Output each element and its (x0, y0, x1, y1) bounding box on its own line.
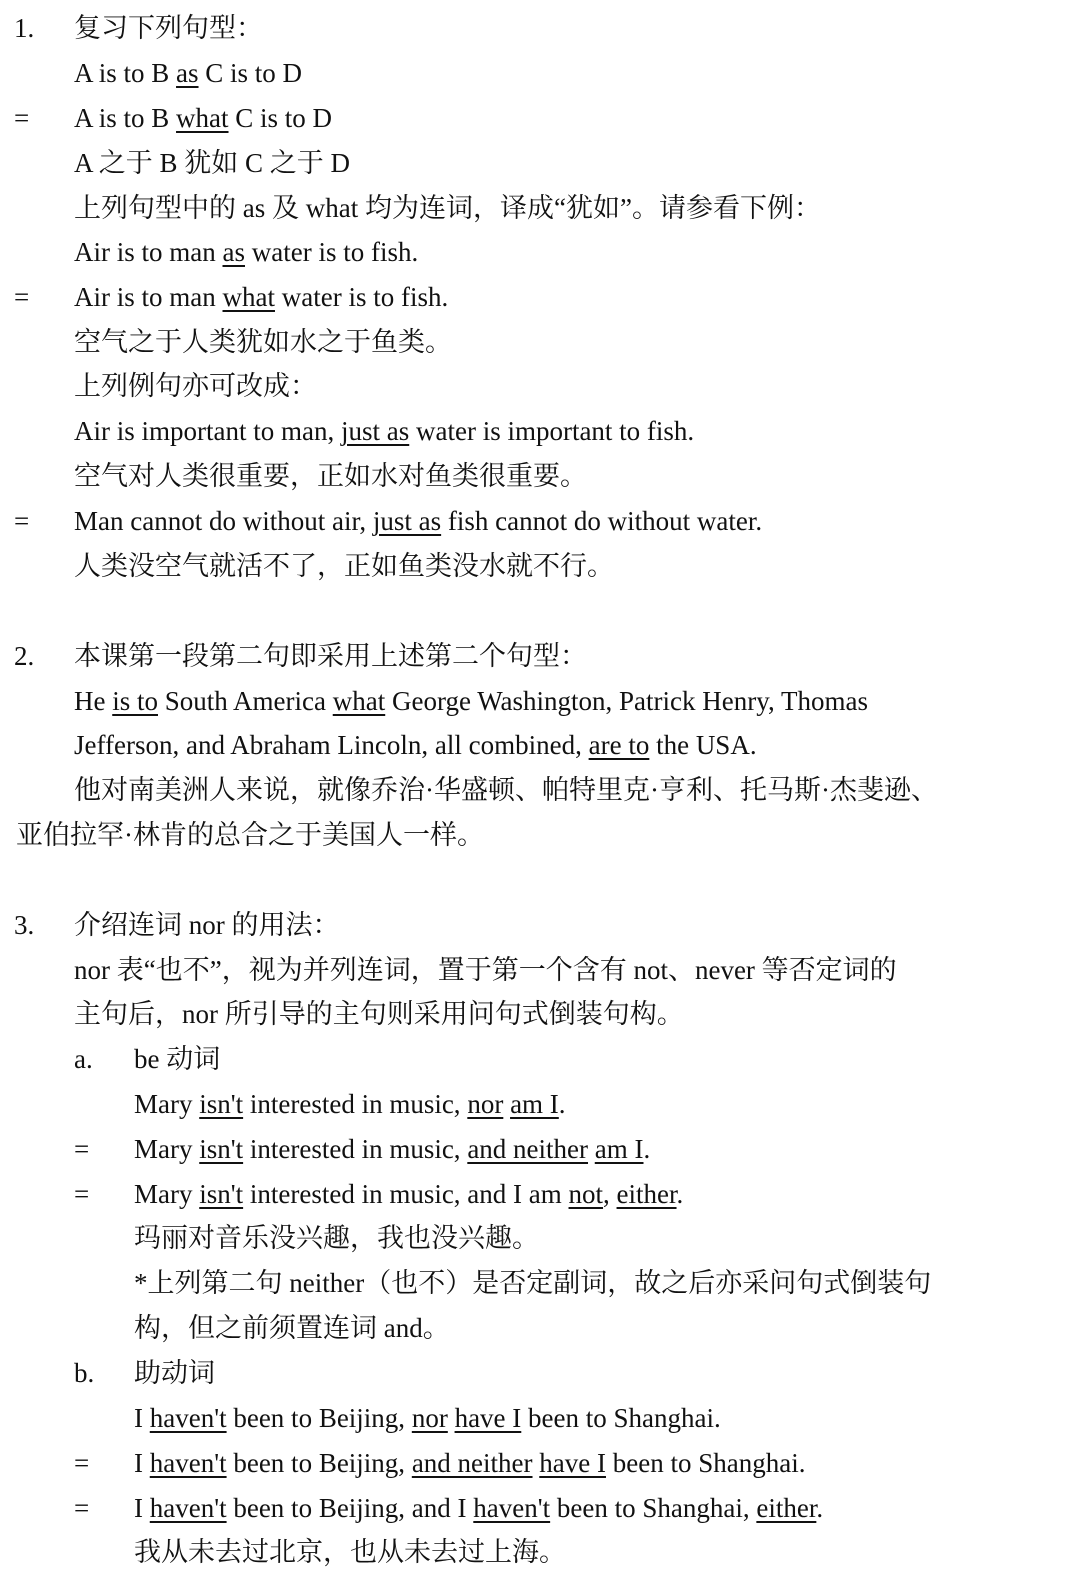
text-line (74, 903, 340, 947)
text-segment: been to Beijing, (226, 1448, 412, 1478)
underlined-phrase: are to (588, 730, 650, 760)
text-segment: water is to fish. (274, 282, 449, 312)
list-marker: = (14, 103, 30, 133)
text-line (74, 768, 938, 812)
text-segment: interested in music, and I am (243, 1179, 569, 1209)
underlined-phrase: either (756, 1493, 817, 1523)
text-segment: Mary (134, 1134, 200, 1164)
text-segment: the USA. (649, 730, 757, 760)
text-segment: been to Shanghai, (550, 1493, 757, 1523)
underlined-phrase: nor (411, 1403, 448, 1433)
text-segment: 人类没空气就活不了，正如鱼类没水就不行。 (74, 551, 614, 581)
text-segment: 我从未去过北京，也从未去过上海。 (134, 1537, 566, 1567)
underlined-phrase: nor (467, 1089, 504, 1119)
text-segment: *上列第二句 neither（也不）是否定副词，故之后亦采问句式倒装句 (134, 1268, 932, 1298)
text-line (74, 275, 448, 319)
text-line (74, 186, 821, 230)
text-segment: 主句后，nor 所引导的主句则采用问句式倒装句构。 (74, 999, 684, 1029)
text-line (74, 679, 868, 723)
text-segment: C is to D (198, 58, 303, 88)
underlined-phrase: am I (510, 1089, 559, 1119)
text-segment: Air is important to man, (74, 416, 341, 446)
text-line (74, 141, 350, 185)
list-marker: = (14, 282, 30, 312)
text-line (74, 499, 762, 543)
text-segment: 复习下列句型： (74, 13, 263, 43)
list-marker: 2. (14, 641, 35, 671)
underlined-phrase: am I (594, 1134, 644, 1164)
text-segment: A 之于 B 犹如 C 之于 D (74, 148, 351, 178)
text-segment: interested in music, (243, 1089, 468, 1119)
sub-list-marker: = (74, 1493, 90, 1523)
text-line (74, 454, 587, 498)
text-line (74, 6, 263, 50)
text-segment: Man cannot do without air, (74, 506, 373, 536)
text-segment: Mary (134, 1089, 200, 1119)
text-segment: . (816, 1493, 824, 1523)
underlined-phrase: haven't (149, 1493, 227, 1523)
text-segment: Mary (134, 1179, 200, 1209)
text-segment: 上列例句亦可改成： (74, 371, 317, 401)
text-segment: Air is to man (74, 282, 223, 312)
text-segment: 空气之于人类犹如水之于鱼类。 (74, 327, 452, 357)
text-segment: 介绍连词 nor 的用法： (74, 910, 340, 940)
underlined-phrase: and neither (467, 1134, 589, 1164)
underlined-phrase: what (222, 282, 275, 312)
text-line (74, 51, 302, 95)
text-segment: 构，但之前须置连词 and。 (134, 1313, 450, 1343)
sub-list-marker: = (74, 1448, 90, 1478)
text-segment: been to Beijing, (226, 1403, 412, 1433)
text-line (74, 992, 684, 1036)
text-line (134, 1441, 805, 1485)
text-segment: , (603, 1179, 617, 1209)
underlined-phrase: isn't (199, 1179, 244, 1209)
list-marker: = (14, 506, 30, 536)
text-segment: Jefferson, and Abraham Lincoln, all combined, (74, 730, 589, 760)
text-segment: . (558, 1089, 566, 1119)
text-line (134, 1261, 931, 1305)
text-segment: fish cannot do without water. (441, 506, 763, 536)
text-segment: I (134, 1448, 150, 1478)
underlined-phrase: as (176, 58, 199, 88)
underlined-phrase: as (222, 237, 245, 267)
list-marker: 1. (14, 13, 35, 43)
underlined-phrase: and neither (411, 1448, 533, 1478)
text-segment: A is to B (74, 103, 177, 133)
text-line (134, 1216, 539, 1260)
text-segment: He (74, 686, 113, 716)
text-line (134, 1351, 215, 1395)
text-segment: 他对南美洲人来说，就像乔治·华盛顿、帕特里克·亨利、托马斯·杰斐逊、 (74, 775, 938, 805)
underlined-phrase: isn't (199, 1134, 244, 1164)
underlined-phrase: what (332, 686, 386, 716)
text-segment: been to Shanghai. (605, 1448, 806, 1478)
text-line (74, 544, 614, 588)
text-segment: 助动词 (134, 1358, 215, 1388)
text-segment: I (134, 1403, 150, 1433)
text-segment: A is to B (74, 58, 177, 88)
text-segment: water is to fish. (245, 237, 419, 267)
text-line (74, 634, 587, 678)
text-segment: 本课第一段第二句即采用上述第二个句型： (74, 641, 587, 671)
underlined-phrase: have I (454, 1403, 522, 1433)
text-segment (448, 1403, 455, 1433)
text-segment: nor 表“也不”，视为并列连词，置于第一个含有 not、never 等否定词的 (74, 955, 897, 985)
sub-list-marker: a. (74, 1044, 93, 1074)
text-segment: . (676, 1179, 684, 1209)
text-segment: C is to D (228, 103, 333, 133)
underlined-phrase: either (616, 1179, 677, 1209)
text-segment: water is important to fish. (409, 416, 695, 446)
text-segment: be 动词 (134, 1044, 221, 1074)
text-line (134, 1486, 823, 1530)
text-line (74, 320, 452, 364)
text-segment: 上列句型中的 as 及 what 均为连词，译成“犹如”。请参看下例： (74, 193, 821, 223)
text-segment: 玛丽对音乐没兴趣，我也没兴趣。 (134, 1223, 539, 1253)
underlined-phrase: haven't (149, 1448, 227, 1478)
text-segment: 空气对人类很重要，正如水对鱼类很重要。 (74, 461, 587, 491)
text-line (134, 1396, 721, 1440)
text-line (134, 1037, 220, 1081)
underlined-phrase: just as (372, 506, 442, 536)
text-line (74, 409, 694, 453)
text-segment: interested in music, (243, 1134, 468, 1164)
sub-list-marker: = (74, 1179, 90, 1209)
text-line (134, 1172, 683, 1216)
text-line (16, 813, 484, 857)
text-line (74, 364, 317, 408)
underlined-phrase: isn't (199, 1089, 244, 1119)
underlined-phrase: not (568, 1179, 604, 1209)
text-line (134, 1306, 450, 1350)
text-segment: been to Beijing, and I (226, 1493, 474, 1523)
text-line (74, 230, 418, 274)
underlined-phrase: just as (340, 416, 410, 446)
text-line (74, 723, 757, 767)
underlined-phrase: have I (539, 1448, 606, 1478)
underlined-phrase: haven't (149, 1403, 227, 1433)
text-segment: George Washington, Patrick Henry, Thomas (385, 686, 868, 716)
text-line (134, 1082, 566, 1126)
underlined-phrase: is to (112, 686, 158, 716)
text-line (74, 948, 897, 992)
text-segment: Air is to man (74, 237, 223, 267)
text-segment (588, 1134, 595, 1164)
text-segment: South America (158, 686, 333, 716)
sub-list-marker: b. (74, 1358, 95, 1388)
sub-list-marker: = (74, 1134, 90, 1164)
text-segment: 亚伯拉罕·林肯的总合之于美国人一样。 (16, 820, 484, 850)
underlined-phrase: what (176, 103, 229, 133)
list-marker: 3. (14, 910, 35, 940)
text-line (74, 96, 332, 140)
text-segment: been to Shanghai. (521, 1403, 721, 1433)
text-line (134, 1127, 650, 1171)
text-line (134, 1530, 566, 1574)
text-segment: . (643, 1134, 651, 1164)
text-segment: I (134, 1493, 150, 1523)
underlined-phrase: haven't (473, 1493, 551, 1523)
